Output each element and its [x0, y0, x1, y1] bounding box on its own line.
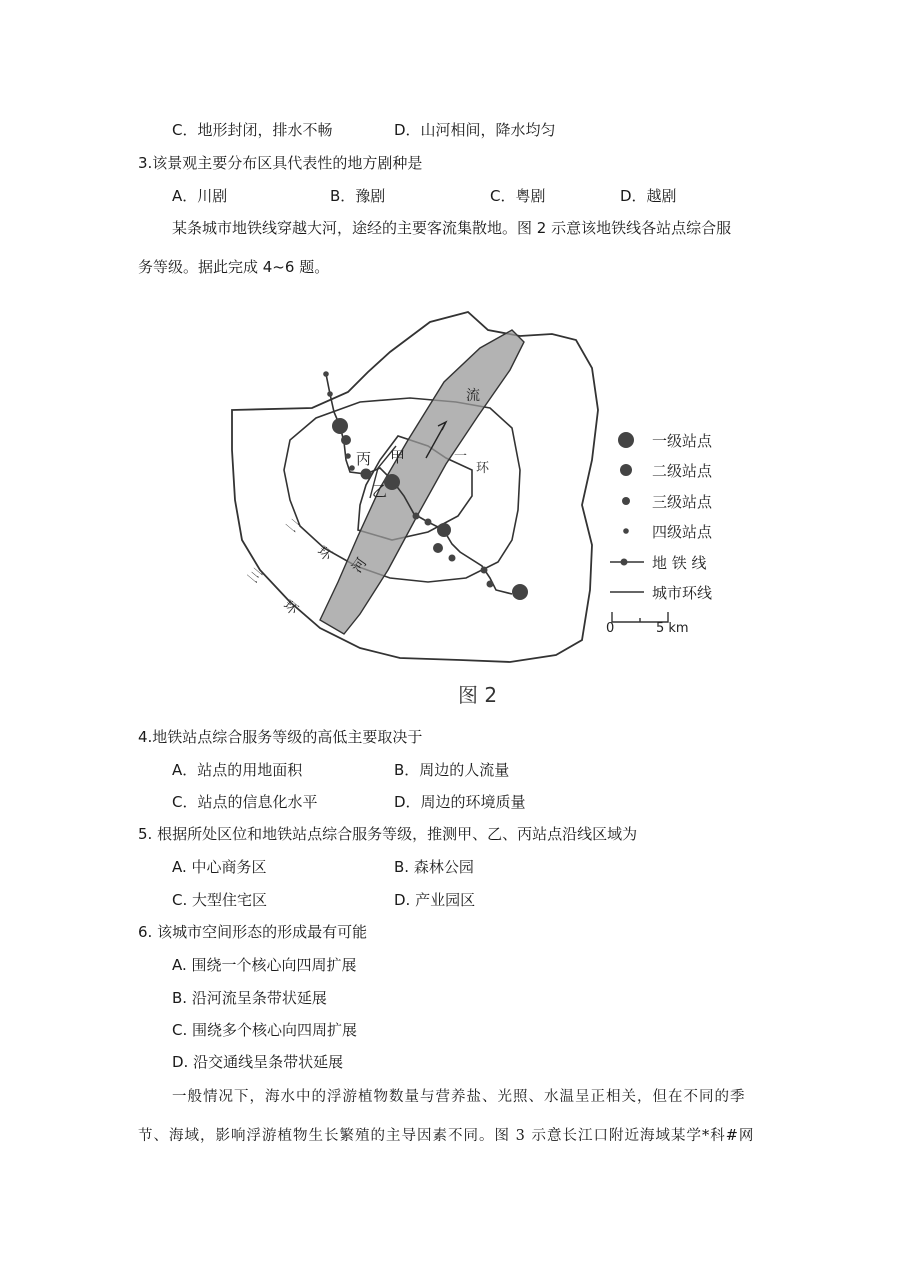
- figure-caption: 图 2: [458, 683, 498, 707]
- q4-stem: 4.地铁站点综合服务等级的高低主要取决于: [138, 728, 423, 746]
- legend-level4-label: 四级站点: [652, 523, 713, 541]
- q4-option-b: B．周边的人流量: [394, 761, 510, 779]
- river: [320, 330, 524, 634]
- intro2-line-1: 一般情况下，海水中的浮游植物数量与营养盐、光照、水温呈正相关，但在不同的季: [172, 1089, 746, 1105]
- scale-zero: 0: [606, 621, 615, 636]
- station-level3: [487, 581, 494, 588]
- q3-option-a: A．川剧: [172, 187, 228, 205]
- legend-level2-symbol: [620, 464, 632, 476]
- river-label-he: 河: [349, 555, 371, 576]
- q5-stem: 5. 根据所处区位和地铁站点综合服务等级，推测甲、乙、丙站点沿线区域为: [138, 825, 638, 843]
- station-label-bing: 丙: [356, 450, 372, 468]
- q3-option-d: D．越剧: [620, 187, 677, 205]
- scale-bar: [606, 612, 689, 636]
- station-level3: [413, 513, 420, 520]
- ring-label-2a: 二: [281, 515, 303, 537]
- station-level4: [345, 453, 351, 459]
- q4-option-c: C．站点的信息化水平: [172, 793, 318, 811]
- intro-line-1: 某条城市地铁线穿越大河，途经的主要客流集散地。图 2 示意该地铁线各站点综合服: [172, 219, 732, 237]
- station-level4: [323, 371, 329, 377]
- q5-option-d: D. 产业园区: [394, 891, 476, 909]
- ring-label-1a: 一: [454, 449, 468, 464]
- q3-option-b: B．豫剧: [330, 187, 386, 205]
- ring-label-1b: 环: [476, 461, 490, 476]
- legend-level2-label: 二级站点: [652, 462, 713, 480]
- station-level2: [433, 543, 443, 553]
- intro2-line-2: 节、海域，影响浮游植物生长繁殖的主导因素不同。图 3 示意长江口附近海域某学*科#网: [138, 1128, 755, 1144]
- q2-option-d: D．山河相间，降水均匀: [394, 121, 556, 139]
- station-level1: [332, 418, 348, 434]
- station-level4: [327, 391, 333, 397]
- station-label-jia: 甲: [390, 448, 406, 466]
- station-level3: [425, 519, 432, 526]
- legend-ring-label: 城市环线: [652, 584, 713, 602]
- scale-five-km: 5 km: [656, 621, 689, 636]
- station-label-yi: 乙: [372, 482, 388, 500]
- station-level1: [512, 584, 528, 600]
- legend-level4-symbol: [623, 528, 629, 534]
- q5-option-c: C. 大型住宅区: [172, 891, 268, 909]
- station-level2: [361, 469, 372, 480]
- q4-option-d: D．周边的环境质量: [394, 793, 526, 811]
- q6-option-a: A. 围绕一个核心向四周扩展: [172, 956, 357, 974]
- ring-label-3a: 三: [243, 565, 265, 587]
- q3-option-c: C．粤剧: [490, 187, 546, 205]
- q5-option-b: B. 森林公园: [394, 858, 474, 876]
- q6-option-d: D. 沿交通线呈条带状延展: [172, 1053, 344, 1071]
- metro-map-figure: [220, 300, 740, 710]
- station-level2: [341, 435, 351, 445]
- legend-level3-symbol: [622, 497, 630, 505]
- q2-option-c: C．地形封闭，排水不畅: [172, 121, 333, 139]
- q6-stem: 6. 该城市空间形态的形成最有可能: [138, 923, 368, 941]
- station-level4: [349, 465, 355, 471]
- legend: [610, 432, 713, 602]
- q3-stem: 3.该景观主要分布区具代表性的地方剧种是: [138, 154, 423, 172]
- station-level3: [481, 567, 488, 574]
- q6-option-c: C. 围绕多个核心向四周扩展: [172, 1021, 358, 1039]
- station-level3: [449, 555, 456, 562]
- legend-metro-label: 地 铁 线: [652, 554, 707, 572]
- q5-option-a: A. 中心商务区: [172, 858, 267, 876]
- legend-level3-label: 三级站点: [652, 493, 713, 511]
- intro-line-2: 务等级。据此完成 4~6 题。: [138, 258, 330, 276]
- q4-option-a: A．站点的用地面积: [172, 761, 303, 779]
- q6-option-b: B. 沿河流呈条带状延展: [172, 989, 327, 1007]
- legend-level1-symbol: [618, 432, 634, 448]
- legend-level1-label: 一级站点: [652, 432, 713, 450]
- station-level1: [437, 523, 451, 537]
- river-label-liu: 流: [466, 388, 480, 404]
- ring-label-2b: 环: [313, 543, 335, 565]
- ring-label-3b: 环: [279, 597, 301, 619]
